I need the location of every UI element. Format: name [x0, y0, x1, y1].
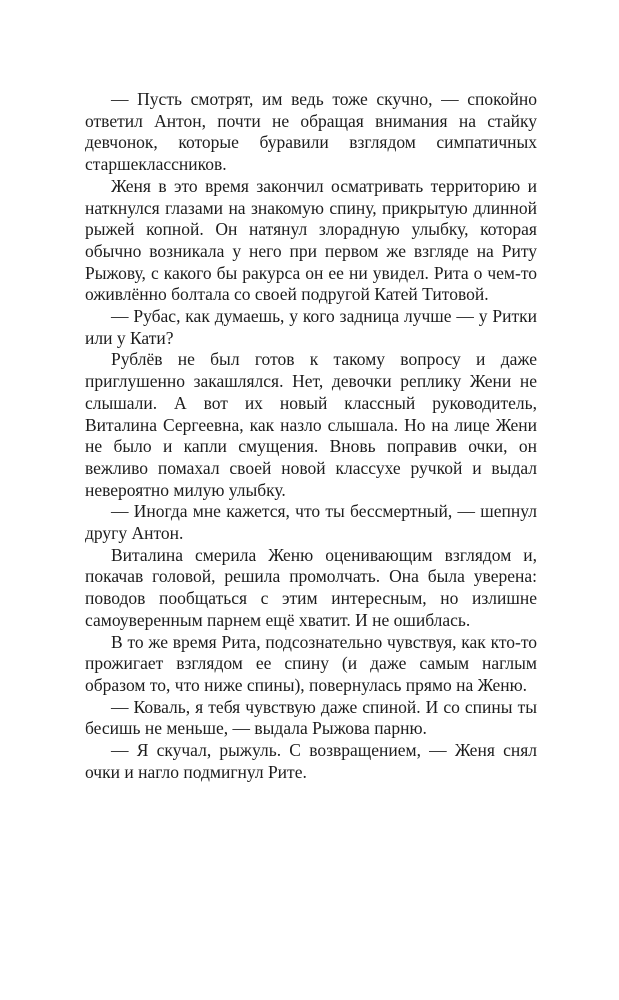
paragraph-9: — Я скучал, рыжуль. С возвращением, — Женя снял очки и нагло подмигнул Рите.: [85, 740, 537, 782]
paragraph-4: Рублёв не был готов к такому вопросу и даже приглушенно закашлялся. Нет, девочки реплику Жени не слышали. А вот их новый классный руководитель, Виталина Сергеевна, как назло слышала. Но на лице Жени не было и капли смущения. Вновь поправив очки, он вежливо помахал своей новой классухе ручкой и выдал невероятно милую улыбку.: [85, 349, 537, 500]
text-block: [85, 89, 537, 784]
paragraph-7: В то же время Рита, подсознательно чувствуя, как кто-то прожигает взглядом ее спину (и даже самым наглым образом то, что ниже спины), повернулась прямо на Женю.: [85, 631, 537, 695]
paragraph-5: — Иногда мне кажется, что ты бессмертный, — шепнул другу Антон.: [85, 501, 537, 544]
paragraph-6: Виталина смерила Женю оценивающим взглядом и, покачав головой, решила промолчать. Она была уверена: поводов пообщаться с этим интересным, но излишне самоуверенным парнем ещё хватит. И не ошиблась.: [85, 544, 537, 630]
paragraph-2: Женя в это время закончил осматривать территорию и наткнулся глазами на знакомую спину, прикрытую длинной рыжей копной. Он натянул злорадную улыбку, которая обычно возникала у него при первом же взгляде на Риту Рыжову, с какого бы ракурса он ее ни увидел. Рита о чем-то оживлённо болтала со своей подругой Катей Титовой.: [85, 175, 537, 305]
paragraph-8: — Коваль, я тебя чувствую даже спиной. И со спины ты бесишь не меньше, — выдала Рыжова парню.: [85, 696, 537, 739]
paragraph-3: — Рубас, как думаешь, у кого задница лучше — у Ритки или у Кати?: [85, 306, 537, 348]
paragraph-1: — Пусть смотрят, им ведь тоже скучно, — спокойно ответил Антон, почти не обращая внимания на стайку девчонок, которые буравили взглядом симпатичных старшеклассников.: [85, 89, 537, 175]
